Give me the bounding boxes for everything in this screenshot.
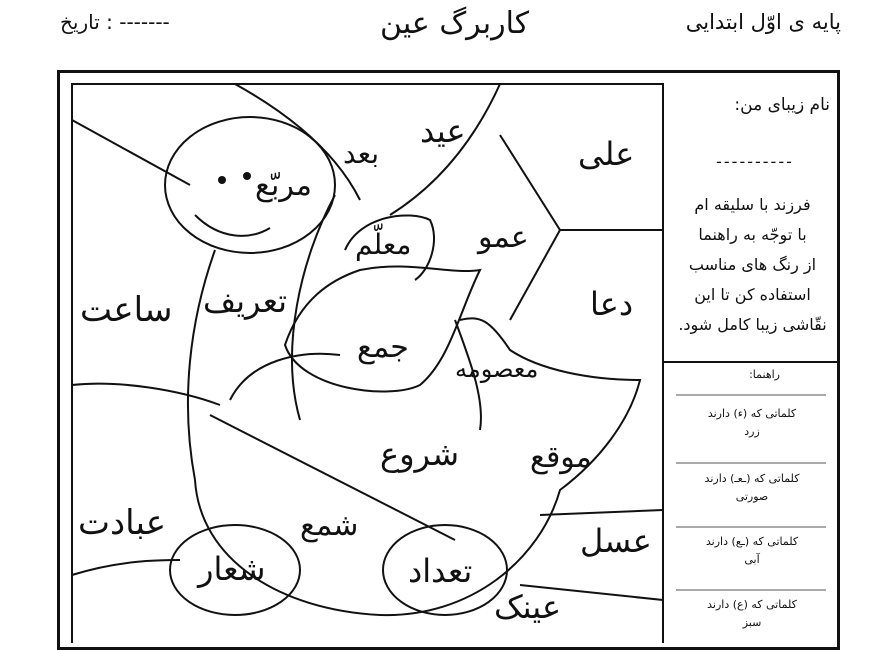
instruction-line: با توجّه به راهنما	[698, 225, 807, 244]
word-region[interactable]: عینک	[494, 588, 562, 626]
word-region[interactable]: علی	[578, 135, 635, 173]
guide-item	[672, 470, 832, 506]
word-region[interactable]: شمع	[300, 508, 359, 543]
word-region[interactable]: عمو	[478, 220, 529, 255]
name-field[interactable]: ----------	[716, 152, 794, 171]
body-line	[230, 354, 340, 400]
guide-rule: کلماتی که (ـعـ) دارند	[704, 472, 800, 485]
instruction-line: استفاده کن تا این	[694, 285, 811, 304]
word-region[interactable]: تعداد	[408, 552, 473, 590]
guide-color: سبز	[742, 616, 762, 629]
region-line	[540, 510, 663, 515]
word-region[interactable]: دعا	[590, 285, 634, 323]
guide-title: راهنما:	[749, 368, 780, 381]
word-region[interactable]: شعار	[198, 550, 266, 588]
word-region[interactable]: جمع	[357, 330, 409, 365]
guide-rule: کلماتی که (ع) دارند	[707, 598, 797, 611]
guide-rule: کلماتی که (ـع) دارند	[705, 535, 799, 548]
word-region[interactable]: معصومه	[455, 355, 539, 383]
wing-shape	[285, 266, 480, 391]
word-region[interactable]: عبادت	[78, 503, 167, 543]
word-region[interactable]: تعریف	[203, 282, 288, 320]
word-region[interactable]: ساعت	[80, 290, 173, 330]
guide-item	[672, 533, 832, 569]
word-region[interactable]: بعد	[343, 137, 379, 170]
word-region[interactable]: معلّم	[355, 228, 412, 261]
instructions	[670, 190, 835, 340]
guide-item	[672, 405, 832, 441]
word-region[interactable]: عسل	[580, 522, 652, 560]
left-eye	[218, 176, 226, 184]
neck-line	[292, 195, 335, 420]
guide-item	[672, 596, 832, 632]
word-region[interactable]: مربّع	[255, 168, 312, 203]
name-label: نام زیبای من:	[734, 95, 830, 115]
right-eye	[243, 172, 251, 180]
instruction-line: از رنگ های مناسب	[688, 255, 817, 274]
region-line	[72, 384, 220, 405]
instruction-line: نقّاشی زیبا کامل شود.	[678, 315, 827, 334]
guide-color: زرد	[744, 425, 760, 438]
word-region[interactable]: عید	[420, 112, 466, 150]
instruction-line: فرزند با سلیقه ام	[694, 195, 811, 214]
guide-color: صورتی	[735, 490, 769, 503]
word-region[interactable]: شروع	[380, 435, 460, 473]
smile	[195, 215, 270, 236]
worksheet-title: کاربرگ عین	[380, 6, 529, 41]
guide-rule: کلماتی که (ء) دارند	[707, 407, 797, 420]
word-region[interactable]: موقع	[530, 440, 592, 475]
date-field: تاریخ : -------	[60, 10, 170, 34]
grade-label: پایه ی اوّل ابتدایی	[685, 10, 841, 34]
guide-color: آبی	[744, 553, 760, 566]
region-line	[72, 120, 190, 185]
region-line	[72, 560, 180, 575]
